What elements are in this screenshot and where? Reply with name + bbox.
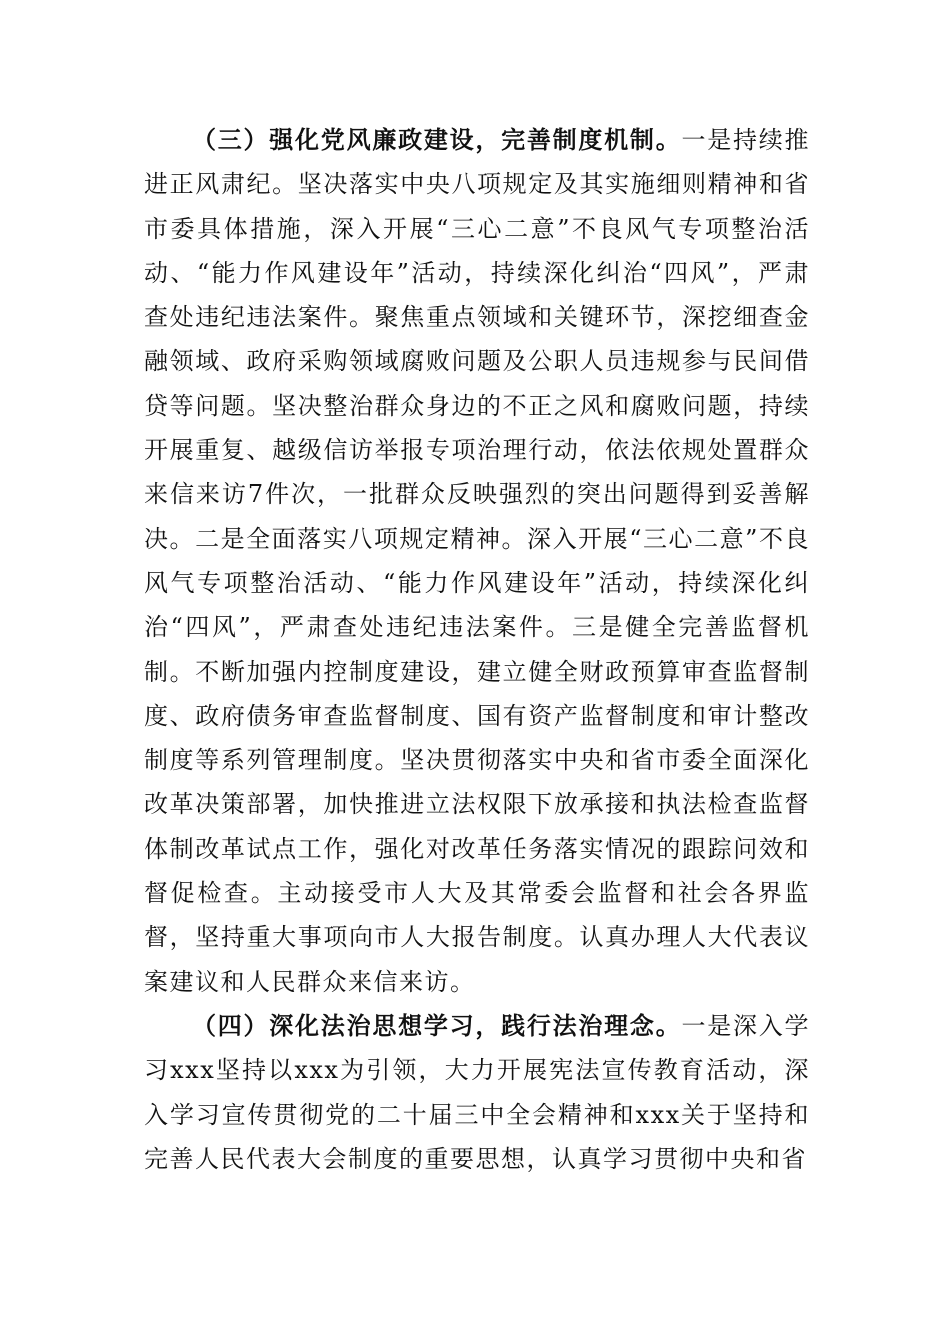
paragraph-heading: （三）强化党风廉政建设，完善制度机制。 <box>192 125 682 154</box>
paragraph-text: 一是持续推进正风肃纪。坚决落实中央八项规定及其实施细则精神和省市委具体措施，深入开展“三心二意”不良风气专项整治活动、“能力作风建设年”活动，持续深化纠治“四风”，严肃查处违纪违法案件。聚焦重点领域和关键环节，深挖细查金融领域、政府采购领域腐败问题及公职人员违规参与民间借贷等问题。坚决整治群众身边的不正之风和腐败问题，持续开展重复、越级信访举报专项治理行动，依法依规处置群众来信来访7件次，一批群众反映强烈的突出问题得到妥善解决。二是全面落实八项规定精神。深入开展“三心二意”不良风气专项整治活动、“能力作风建设年”活动，持续深化纠治“四风”，严肃查处违纪违法案件。三是健全完善监督机制。不断加强内控制度建设，建立健全财政预算审查监督制度、政府债务审查监督制度、国有资产监督制度和审计整改制度等系列管理制度。坚决贯彻落实中央和省市委全面深化改革决策部署，加快推进立法权限下放承接和执法检查监督体制改革试点工作，强化对改革任务落实情况的跟踪问效和督促检查。主动接受市人大及其常委会监督和社会各界监督，坚持重大事项向市人大报告制度。认真办理人大代表议案建议和人民群众来信来访。 <box>144 126 811 996</box>
paragraph-section-3 <box>144 118 810 1004</box>
document-body <box>144 118 810 1181</box>
paragraph-text: 一是深入学习xxx坚持以xxx为引领，大力开展宪法宣传教育活动，深入学习宣传贯彻党的二十届三中全会精神和xxx关于坚持和完善人民代表大会制度的重要思想，认真学习贯彻中央和省 <box>144 1011 811 1173</box>
paragraph-heading: （四）深化法治思想学习，践行法治理念。 <box>192 1010 682 1040</box>
paragraph-section-4 <box>144 1004 810 1181</box>
